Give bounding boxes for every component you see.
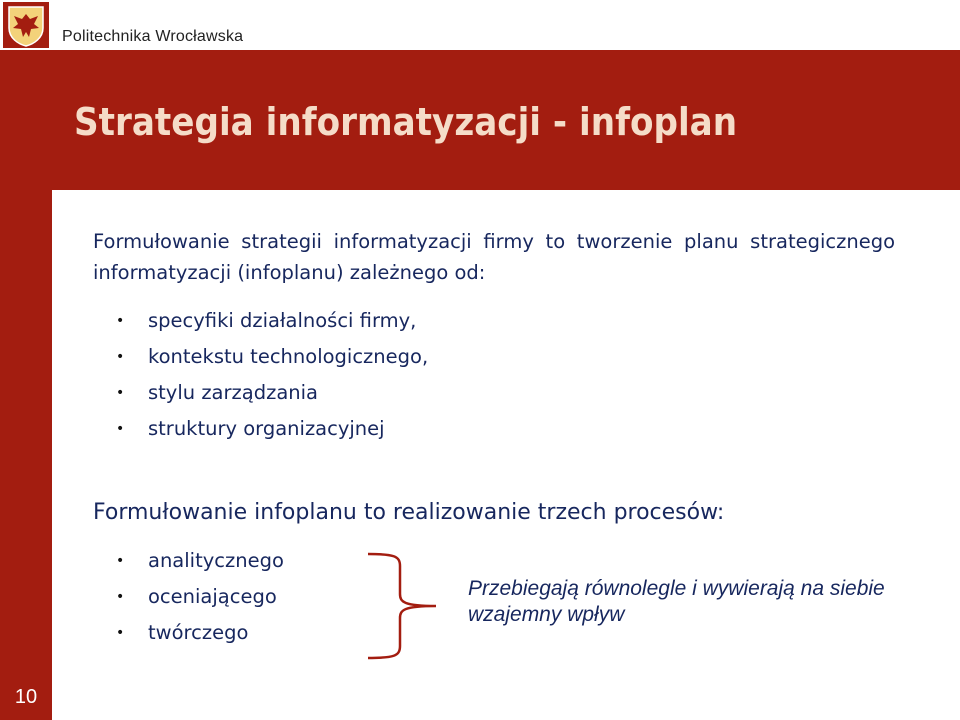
bullet-icon: •: [116, 313, 125, 329]
list-item: [116, 303, 428, 339]
process-list: [116, 543, 284, 651]
bullet-icon: •: [116, 625, 125, 641]
page-number: 10: [14, 686, 38, 708]
list-item: [116, 615, 284, 651]
list-item-text: twórczego: [148, 621, 249, 644]
list-item: [116, 543, 284, 579]
title-bar: [52, 50, 960, 190]
header-bar: [0, 0, 960, 50]
bullet-icon: •: [116, 349, 125, 365]
list-item-text: stylu zarządzania: [148, 381, 318, 404]
bullet-icon: •: [116, 421, 125, 437]
process-paragraph: Formułowanie infoplanu to realizowanie trzech procesów:: [93, 500, 725, 525]
list-item: [116, 375, 428, 411]
university-name: Politechnika Wrocławska: [62, 28, 244, 45]
slide-title: Strategia informatyzacji - infoplan: [74, 100, 738, 144]
list-item-text: struktury organizacyjnej: [148, 417, 385, 440]
intro-paragraph: Formułowanie strategii informatyzacji firmy to tworzenie planu strategicznego informatyzacji (infoplanu) zależnego od:: [93, 230, 895, 284]
brace-note: Przebiegają równolegle i wywierają na siebie wzajemny wpływ: [468, 577, 885, 626]
bullet-icon: •: [116, 553, 125, 569]
list-item-text: oceniającego: [148, 585, 277, 608]
list-item-text: specyfiki działalności firmy,: [148, 309, 417, 332]
dependency-list: [116, 303, 428, 447]
left-sidebar: [0, 50, 52, 720]
bullet-icon: •: [116, 385, 125, 401]
list-item: [116, 339, 428, 375]
list-item-text: kontekstu technologicznego,: [148, 345, 429, 368]
right-curly-brace-icon: [364, 550, 444, 662]
slide-content: [52, 190, 960, 720]
list-item-text: analitycznego: [148, 549, 284, 572]
list-item: [116, 579, 284, 615]
eagle-crest-icon: [3, 2, 49, 48]
list-item: [116, 411, 428, 447]
bullet-icon: •: [116, 589, 125, 605]
